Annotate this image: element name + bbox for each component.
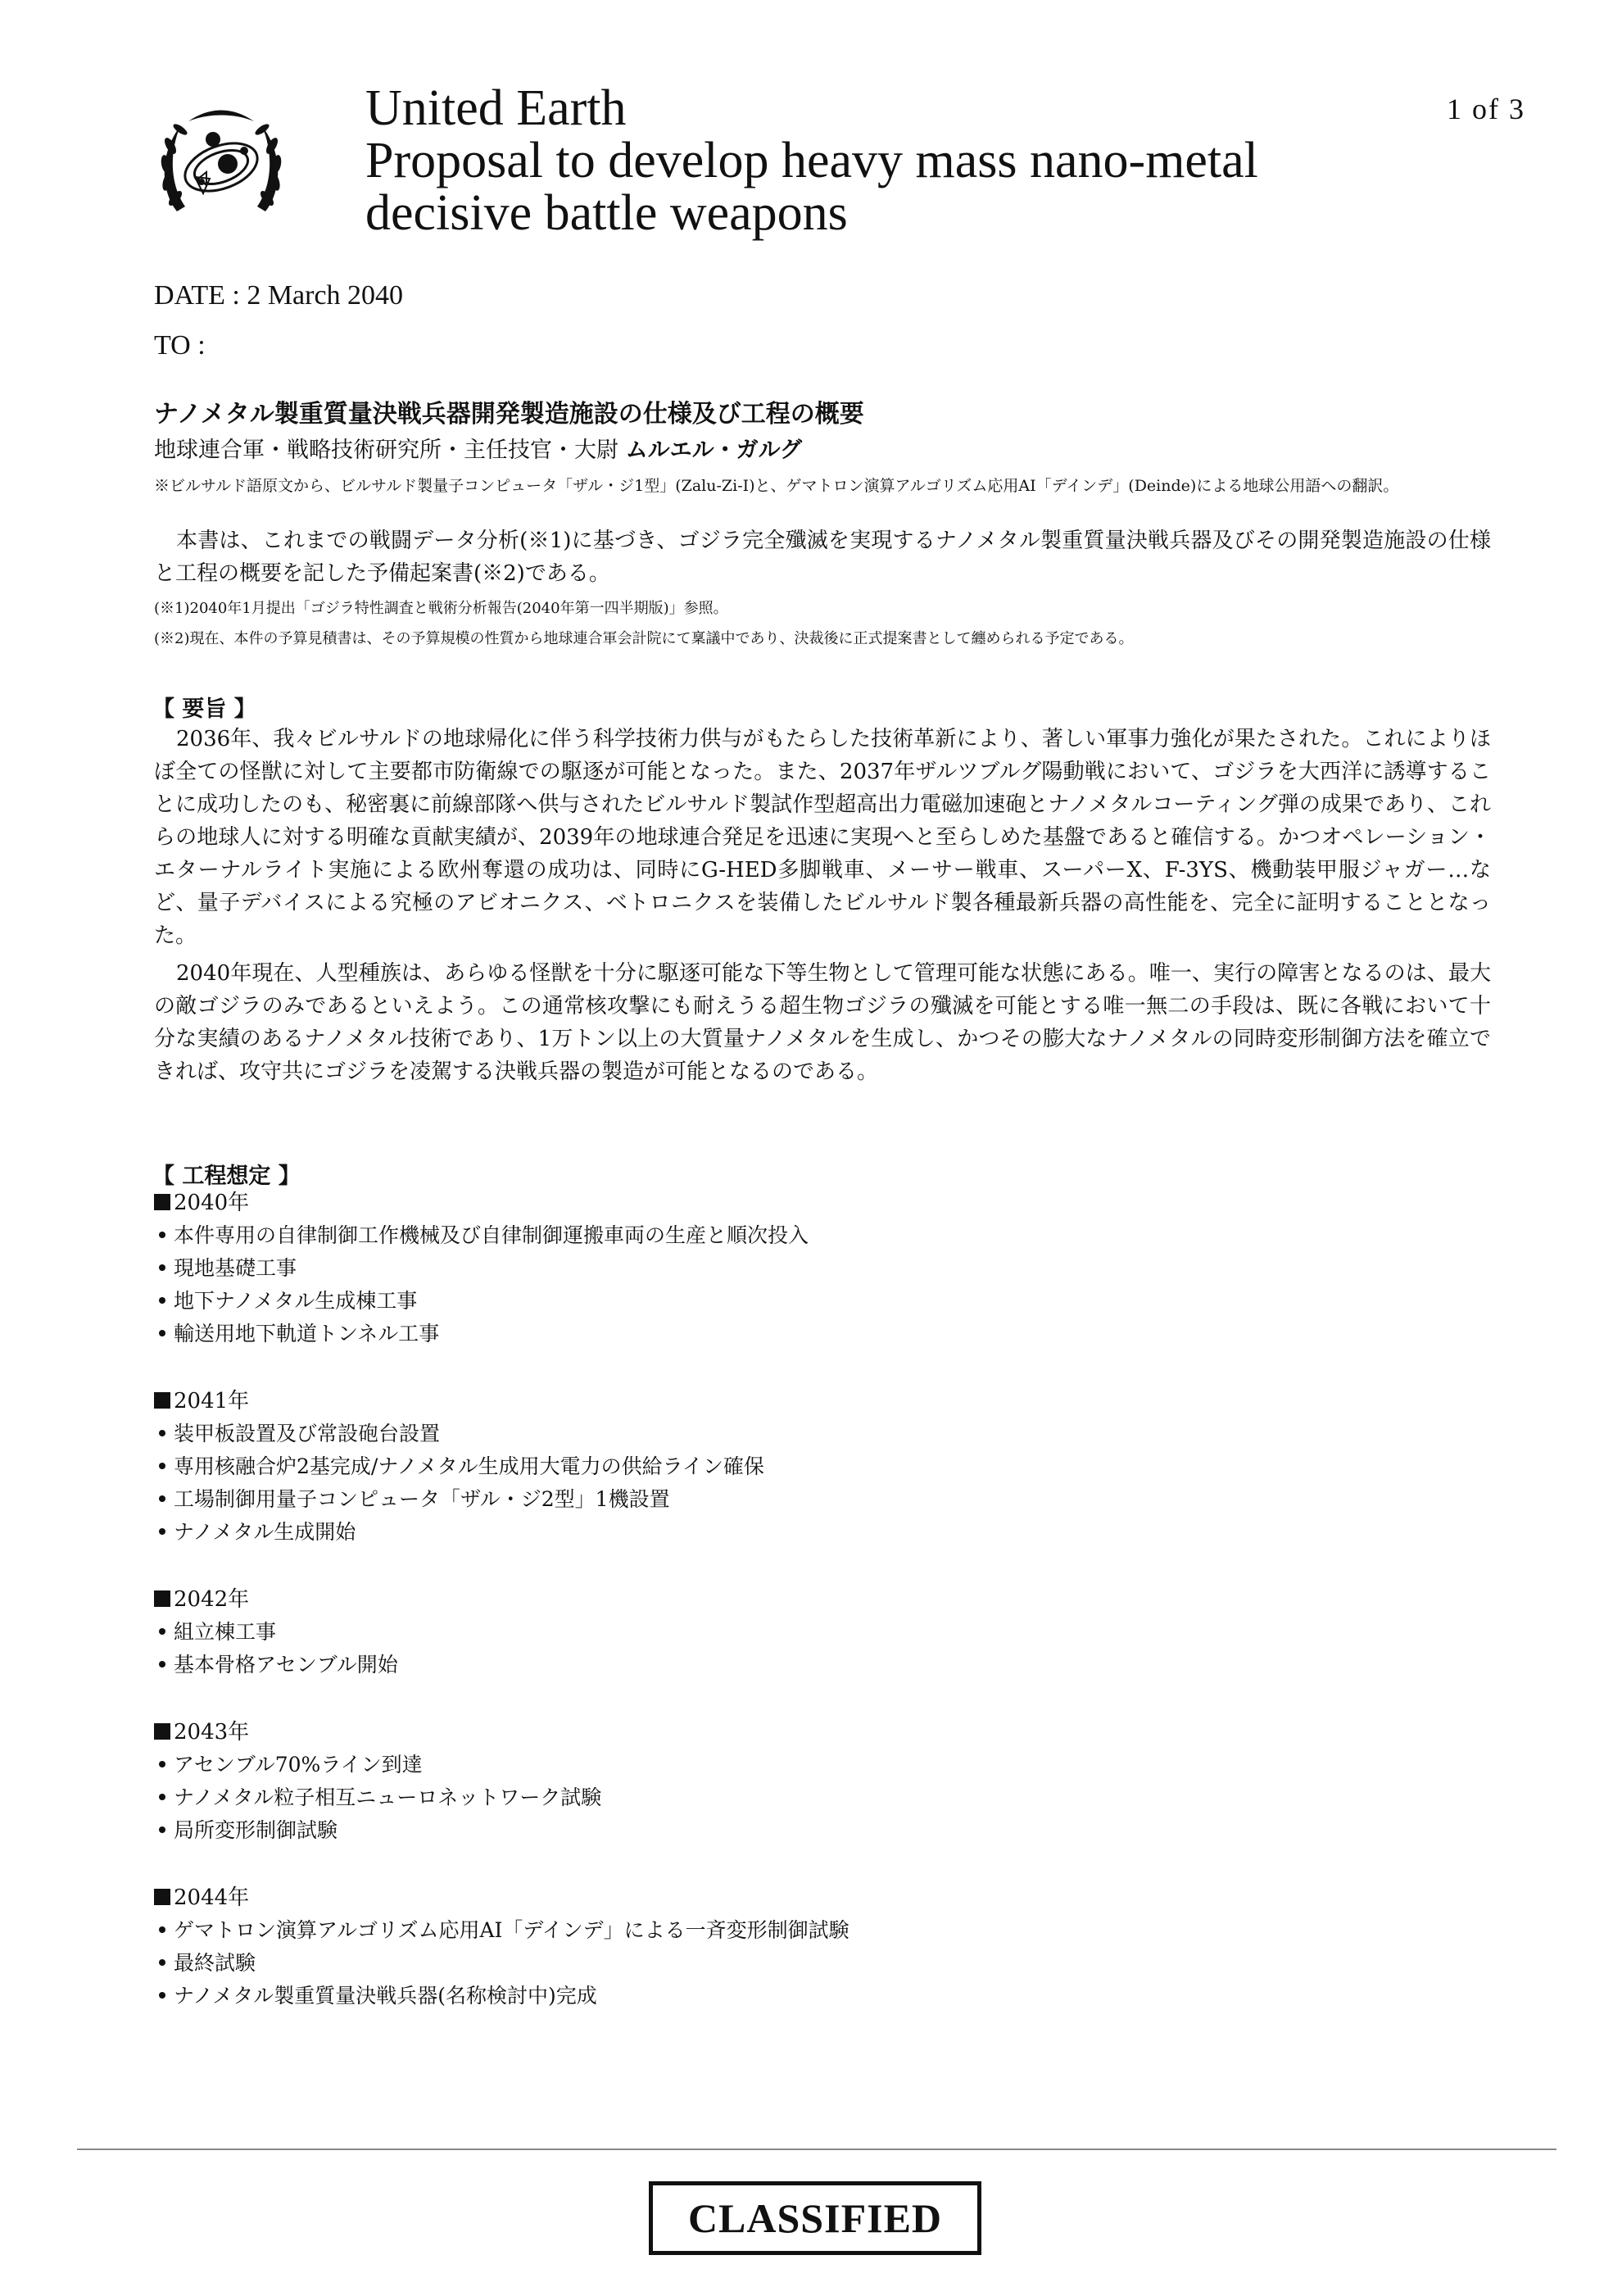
- bullet-icon: [159, 1826, 165, 1833]
- united-earth-emblem-icon: [152, 97, 290, 234]
- schedule-item: 工場制御用量子コンピュータ「ザル・ジ2型」1機設置: [154, 1483, 850, 1516]
- summary-heading: 【 要旨 】: [152, 697, 256, 722]
- document-title: [365, 82, 1258, 239]
- author-name: ムルエル・ガルグ: [625, 438, 803, 463]
- subject-heading: ナノメタル製重質量決戦兵器開発製造施設の仕様及び工程の概要: [154, 400, 864, 429]
- intro-paragraph: 本書は、これまでの戦闘データ分析(※1)に基づき、ゴジラ完全殲滅を実現するナノメタル製重質量決戦兵器及びその開発製造施設の仕様と工程の概要を記した予備起案書(※2)である。: [154, 529, 1491, 586]
- bullet-icon: [159, 1430, 165, 1436]
- schedule-list: [154, 1187, 850, 2012]
- schedule-heading: 【 工程想定 】: [152, 1164, 301, 1189]
- author-affiliation: 地球連合軍・戦略技術研究所・主任技官・大尉: [154, 438, 626, 463]
- bullet-icon: [159, 1794, 165, 1800]
- schedule-item: 基本骨格アセンブル開始: [154, 1649, 850, 1681]
- bullet-icon: [159, 1661, 165, 1668]
- square-bullet-icon: [154, 1590, 170, 1607]
- schedule-year: 2044年: [154, 1881, 850, 1914]
- schedule-item: ゲマトロン演算アルゴリズム応用AI「デインデ」による一斉変形制御試験: [154, 1914, 850, 1947]
- bullet-icon: [159, 1628, 165, 1635]
- schedule-item: 現地基礎工事: [154, 1252, 850, 1285]
- schedule-item: 輸送用地下軌道トンネル工事: [154, 1318, 850, 1350]
- square-bullet-icon: [154, 1194, 170, 1210]
- schedule-item: 局所変形制御試験: [154, 1814, 850, 1847]
- title-line-2: decisive battle weapons: [365, 185, 848, 241]
- schedule-year: 2042年: [154, 1583, 850, 1616]
- square-bullet-icon: [154, 1723, 170, 1740]
- bullet-icon: [159, 1992, 165, 1999]
- schedule-item: 地下ナノメタル生成棟工事: [154, 1285, 850, 1318]
- schedule-item: 本件専用の自律制御工作機械及び自律制御運搬車両の生産と順次投入: [154, 1219, 850, 1252]
- date-line: DATE : 2 March 2040: [154, 280, 404, 311]
- bullet-icon: [159, 1926, 165, 1933]
- square-bullet-icon: [154, 1889, 170, 1905]
- schedule-year: 2041年: [154, 1385, 850, 1418]
- schedule-item: 専用核融合炉2基完成/ナノメタル生成用大電力の供給ライン確保: [154, 1450, 850, 1483]
- square-bullet-icon: [154, 1392, 170, 1409]
- schedule-item: ナノメタル粒子相互ニューロネットワーク試験: [154, 1781, 850, 1814]
- summary-paragraph-1: 2036年、我々ビルサルドの地球帰化に伴う科学技術力供与がもたらした技術革新により、著しい軍事力強化が果たされた。これによりほぼ全ての怪獣に対して主要都市防衛線での駆逐が可能となった。また、2037年ザルツブルグ陽動戦において、ゴジラを大西洋に誘導することに成功したのも、秘密裏に前線部隊へ供与されたビルサルド製試作型超高出力電磁加速砲とナノメタルコーティング弾の成果であり、これらの地球人に対する明確な貢献実績が、2039年の地球連合発足を迅速に実現へと至らしめた基盤であると確信する。かつオペレーション・エターナルライト実施による欧州奪還の成功は、同時にG-HED多脚戦車、メーサー戦車、スーパーX、F-3YS、機動装甲服ジャガー…など、量子デバイスによる究極のアビオニクス、ベトロニクスを装備したビルサルド製各種最新兵器の高性能を、完全に証明することとなった。: [154, 727, 1491, 948]
- footer-divider: [77, 2149, 1556, 2150]
- translation-note: ※ビルサルド語原文から、ビルサルド製量子コンピュータ「ザル・ジ1型」(Zalu-Zi-I)と、ゲマトロン演算アルゴリズム応用AI「デインデ」(Deinde)による地球公用語への翻訳。: [154, 477, 1399, 495]
- bullet-icon: [159, 1330, 165, 1336]
- footnote-1: (※1)2040年1月提出「ゴジラ特性調査と戦術分析報告(2040年第一四半期版)」参照。: [154, 600, 728, 617]
- bullet-icon: [159, 1959, 165, 1966]
- bullet-icon: [159, 1232, 165, 1238]
- schedule-year: 2040年: [154, 1187, 850, 1219]
- bullet-icon: [159, 1297, 165, 1304]
- title-line-1: Proposal to develop heavy mass nano-metal: [365, 133, 1258, 188]
- author-line: [154, 432, 802, 464]
- bullet-icon: [159, 1528, 165, 1535]
- bullet-icon: [159, 1264, 165, 1271]
- summary-paragraph-2: 2040年現在、人型種族は、あらゆる怪獣を十分に駆逐可能な下等生物として管理可能な状態にある。唯一、実行の障害となるのは、最大の敵ゴジラのみであるといえよう。この通常核攻撃にも耐えうる超生物ゴジラの殲滅を可能とする唯一無二の手段は、既に各戦において十分な実績のあるナノメタル技術であり、1万トン以上の大質量ナノメタルを生成し、かつその膨大なナノメタルの同時変形制御方法を確立できれば、攻守共にゴジラを凌駕する決戦兵器の製造が可能となるのである。: [154, 961, 1491, 1084]
- classified-label: CLASSIFIED: [687, 2195, 943, 2241]
- schedule-item: ナノメタル製重質量決戦兵器(名称検討中)完成: [154, 1980, 850, 2012]
- bullet-icon: [159, 1495, 165, 1502]
- schedule-item: 装甲板設置及び常設砲台設置: [154, 1418, 850, 1450]
- schedule-year: 2043年: [154, 1716, 850, 1749]
- bullet-icon: [159, 1761, 165, 1767]
- schedule-item: 最終試験: [154, 1947, 850, 1980]
- page-number: 1 of 3: [1447, 93, 1525, 125]
- schedule-item: ナノメタル生成開始: [154, 1516, 850, 1549]
- organization-name: United Earth: [365, 80, 627, 136]
- schedule-item: 組立棟工事: [154, 1616, 850, 1649]
- footnote-2: (※2)現在、本件の予算見積書は、その予算規模の性質から地球連合軍会計院にて稟議中であり、決裁後に正式提案書として纏められる予定である。: [154, 630, 1134, 647]
- schedule-item: アセンブル70%ライン到達: [154, 1749, 850, 1781]
- bullet-icon: [159, 1463, 165, 1469]
- classified-stamp: [649, 2181, 981, 2255]
- to-line: TO :: [154, 330, 206, 361]
